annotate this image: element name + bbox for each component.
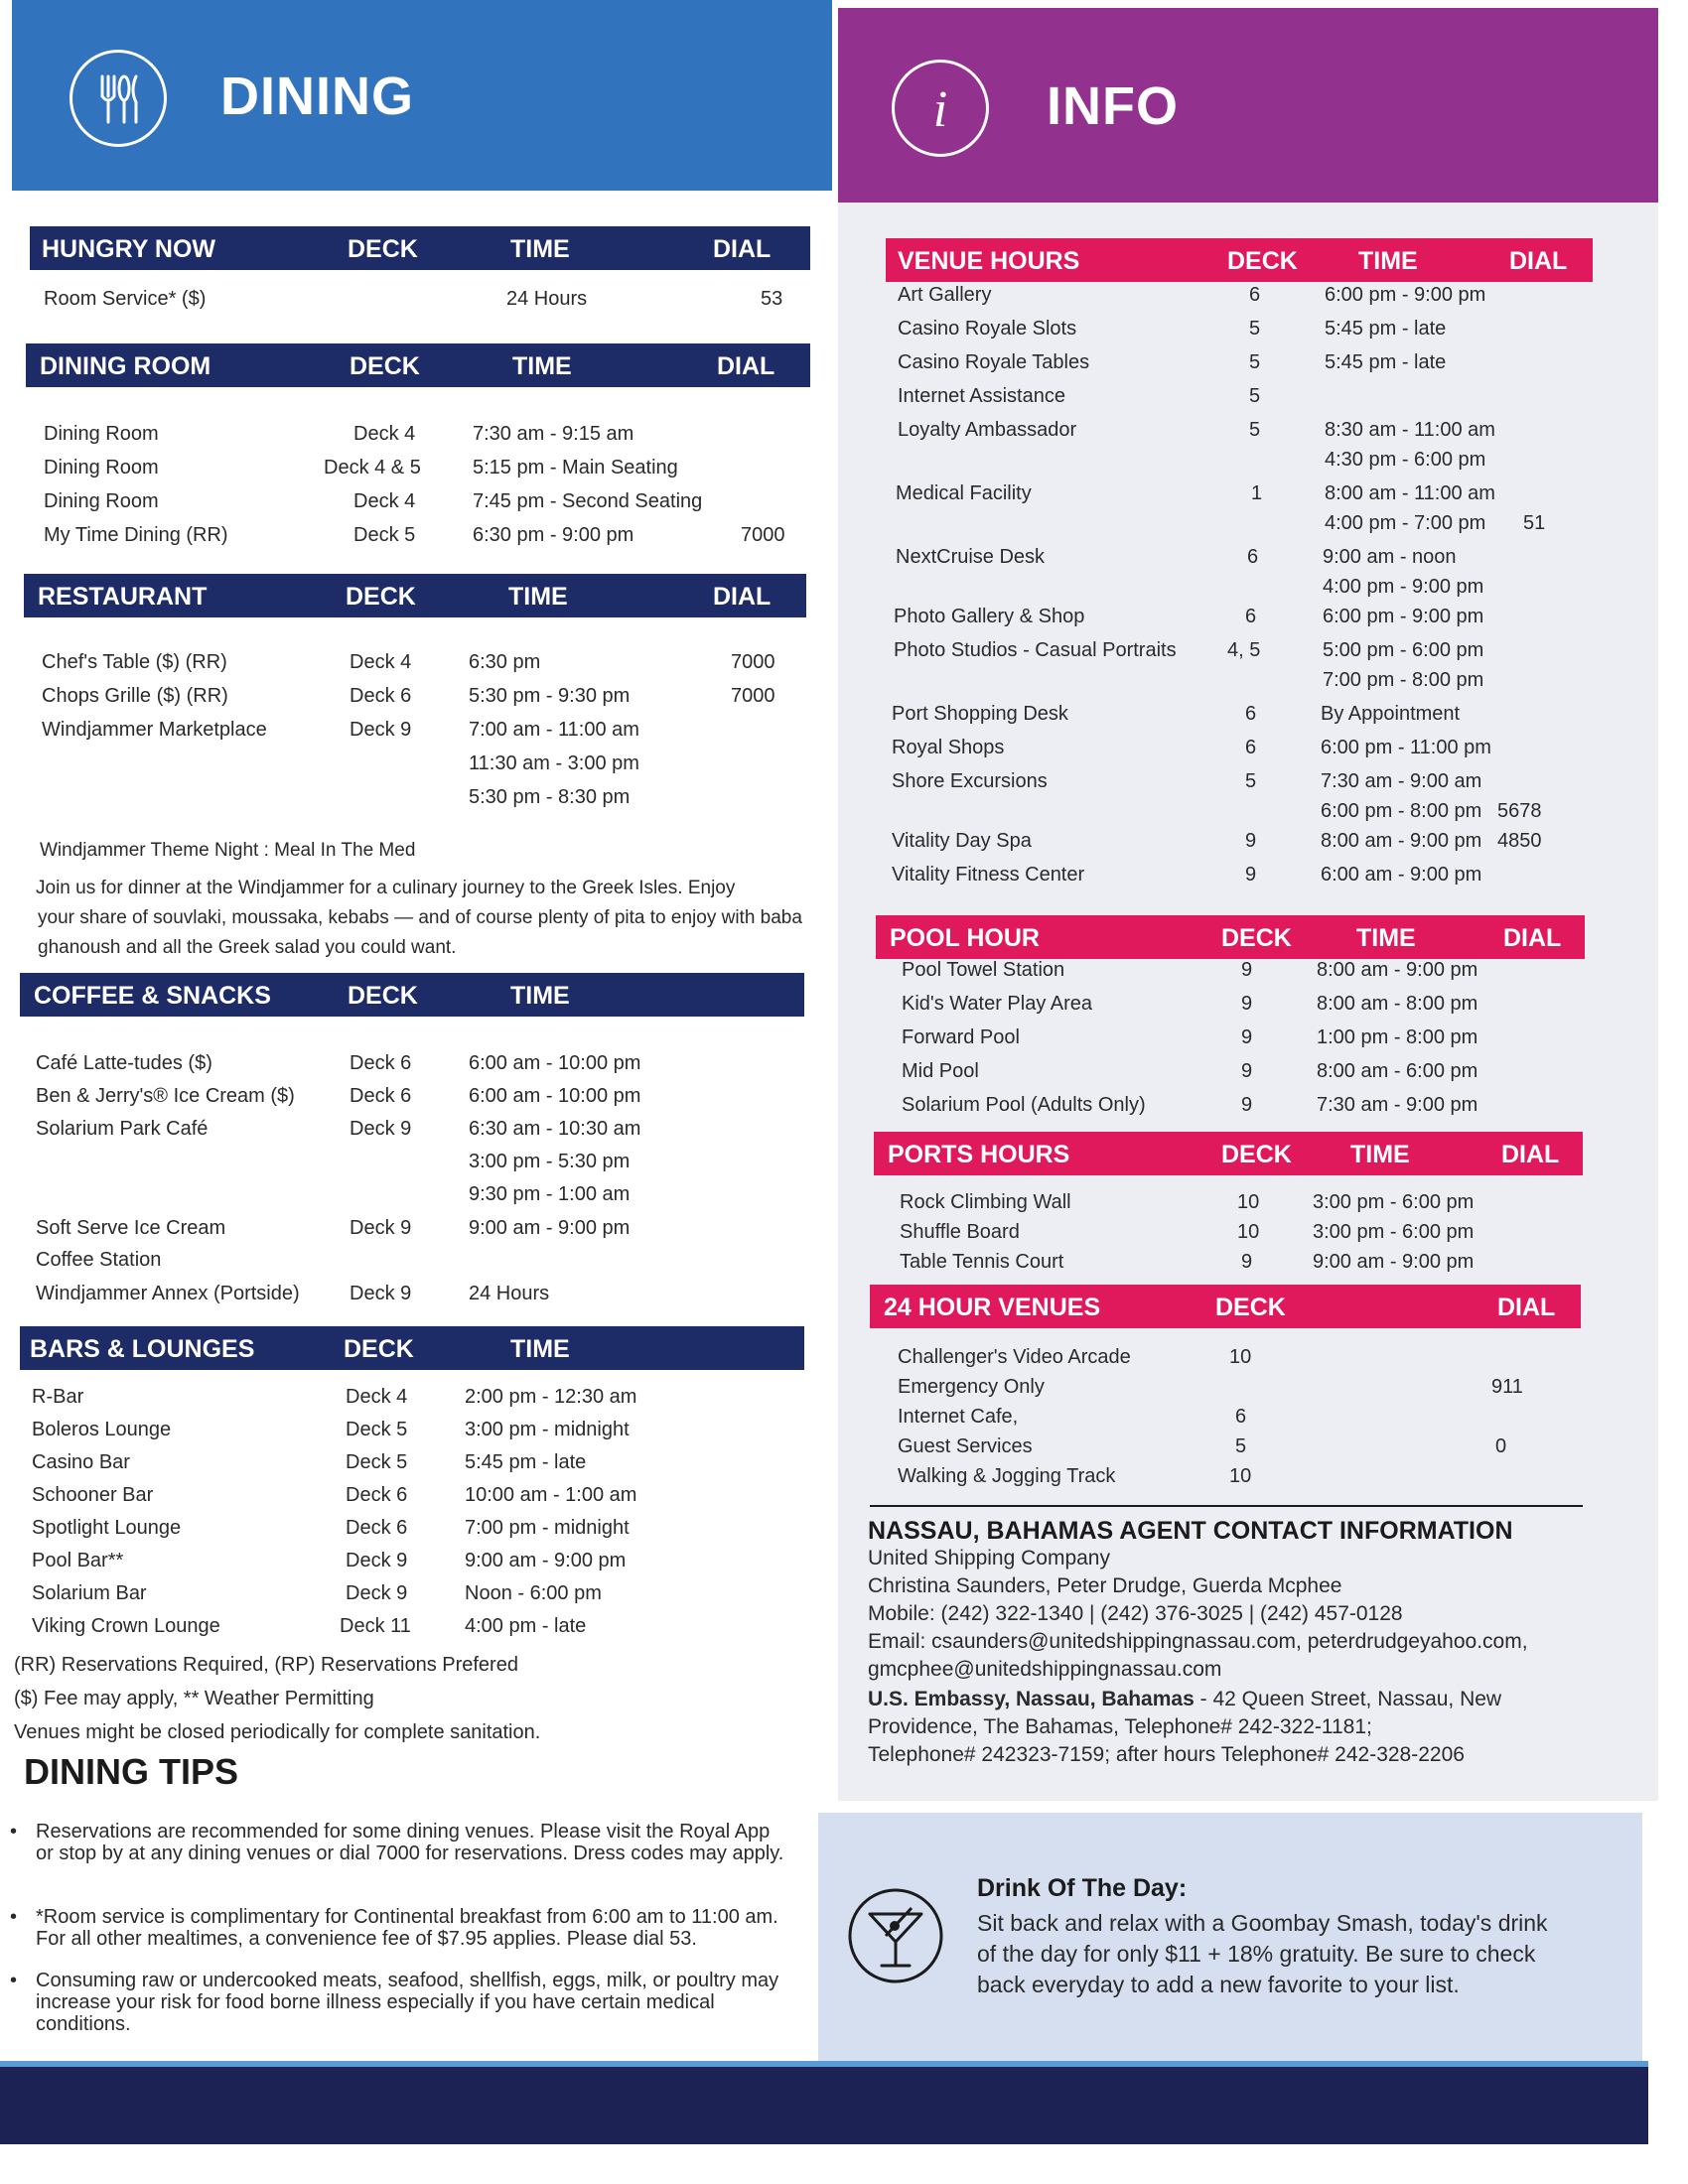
coffee-snacks-header — [20, 973, 804, 1017]
col-dial: DIAL — [1509, 247, 1568, 275]
agent-company: United Shipping Company — [868, 1547, 1110, 1570]
theme-night-text: your share of souvlaki, moussaka, kebabs — and of course plenty of pita to enjoy with baba — [38, 907, 802, 928]
venue-dial: 53 — [761, 288, 783, 310]
footer-bar — [0, 2061, 1648, 2144]
venue-time: 24 Hours — [506, 288, 588, 310]
agent-email: gmcphee@unitedshippingnassau.com — [868, 1658, 1222, 1681]
col-venue: RESTAURANT — [38, 583, 208, 611]
col-deck: DECK — [1221, 924, 1292, 952]
col-deck: DECK — [1215, 1294, 1286, 1321]
bars-lounges-header — [20, 1326, 804, 1370]
col-venue: HUNGRY NOW — [42, 235, 215, 263]
time-line: 4:00 pm - 9:00 pm — [1323, 576, 1484, 598]
time-line: 4:30 pm - 6:00 pm — [1325, 449, 1486, 471]
agent-names: Christina Saunders, Peter Drudge, Guerda Mcphee — [868, 1574, 1342, 1597]
drink-title: Drink Of The Day: — [977, 1874, 1188, 1902]
dining-tips-title: DINING TIPS — [24, 1751, 239, 1792]
theme-night-text: ghanoush and all the Greek salad you could want. — [38, 937, 457, 958]
fork-knife-icon — [70, 50, 167, 147]
ports-hours-header — [874, 1132, 1583, 1175]
col-dial: DIAL — [1501, 1141, 1560, 1168]
agent-email: Email: csaunders@unitedshippingnassau.com, peterdrudgeyahoo.com, — [868, 1630, 1528, 1653]
col-time: TIME — [510, 982, 570, 1010]
hungry-now-header — [30, 226, 810, 270]
col-deck: DECK — [348, 982, 418, 1010]
theme-night-text: Join us for dinner at the Windjammer for a culinary journey to the Greek Isles. Enjoy — [36, 878, 736, 898]
col-deck: DECK — [344, 1335, 414, 1363]
dining-header — [12, 0, 832, 191]
tip-item: • *Room service is complimentary for Continental breakfast from 6:00 am to 11:00 am. For all other mealtimes, a convenience fee of $7.95 applies. Please dial 53. — [10, 1906, 778, 1950]
dining-room-header — [26, 343, 810, 387]
tip-item: • Consuming raw or undercooked meats, seafood, shellfish, eggs, milk, or poultry may increase your risk for food borne illness especially if you have certain medical conditions. — [10, 1970, 779, 2035]
info-icon — [892, 60, 989, 157]
time-line: 11:30 am - 3:00 pm — [469, 752, 639, 774]
col-deck: DECK — [1227, 247, 1298, 275]
legend-note: ($) Fee may apply, ** Weather Permitting — [14, 1688, 374, 1709]
col-deck: DECK — [348, 235, 418, 263]
divider — [870, 1505, 1583, 1507]
col-time: TIME — [1358, 247, 1418, 275]
col-time: TIME — [1356, 924, 1416, 952]
col-venue: VENUE HOURS — [898, 247, 1080, 275]
col-deck: DECK — [1221, 1141, 1292, 1168]
info-header — [838, 8, 1658, 203]
col-deck: DECK — [350, 352, 420, 380]
col-venue: DINING ROOM — [40, 352, 211, 380]
venue-name: Room Service* ($) — [44, 288, 207, 310]
time-line: 5:30 pm - 8:30 pm — [469, 786, 631, 808]
col-venue: POOL HOUR — [890, 924, 1040, 952]
col-deck: DECK — [346, 583, 416, 611]
venues-24h-header — [870, 1285, 1581, 1328]
venue-hours-header — [886, 238, 1593, 282]
col-venue: PORTS HOURS — [888, 1141, 1070, 1168]
drink-text: Sit back and relax with a Goombay Smash, today's drink of the day for only $11 + 18% gratuity. Be sure to check back everyday to add a new favorite to your list. — [977, 1910, 1548, 1997]
col-time: TIME — [510, 235, 570, 263]
col-time: TIME — [508, 583, 568, 611]
embassy-line: U.S. Embassy, Nassau, Bahamas - 42 Queen Street, Nassau, New — [868, 1688, 1502, 1710]
time-line: 9:30 pm - 1:00 am — [469, 1183, 631, 1205]
col-venue: COFFEE & SNACKS — [34, 982, 271, 1010]
legend-note: Venues might be closed periodically for complete sanitation. — [14, 1721, 541, 1743]
col-dial: DIAL — [717, 352, 775, 380]
col-dial: DIAL — [1497, 1294, 1556, 1321]
embassy-line: Providence, The Bahamas, Telephone# 242-322-1181; — [868, 1715, 1372, 1738]
col-venue: BARS & LOUNGES — [30, 1335, 255, 1363]
col-time: TIME — [510, 1335, 570, 1363]
theme-night-title: Windjammer Theme Night : Meal In The Med — [40, 840, 416, 861]
pool-hour-header — [876, 915, 1585, 959]
dining-title: DINING — [220, 67, 414, 126]
cocktail-icon — [846, 1886, 945, 1985]
embassy-line: Telephone# 242323-7159; after hours Telephone# 242-328-2206 — [868, 1743, 1465, 1766]
agent-title: NASSAU, BAHAMAS AGENT CONTACT INFORMATION — [868, 1517, 1513, 1545]
tip-item: • Reservations are recommended for some dining venues. Please visit the Royal App or stop by at any dining venues or dial 7000 for reservations. Dress codes may apply. — [10, 1821, 784, 1864]
info-title: INFO — [1047, 76, 1179, 136]
time-line: 7:00 pm - 8:00 pm — [1323, 669, 1484, 691]
col-dial: DIAL — [1503, 924, 1562, 952]
col-venue: 24 HOUR VENUES — [884, 1294, 1101, 1321]
col-time: TIME — [512, 352, 572, 380]
col-dial: DIAL — [713, 583, 772, 611]
col-dial: DIAL — [713, 235, 772, 263]
svg-text:i: i — [932, 81, 948, 138]
legend-note: (RR) Reservations Required, (RP) Reservations Prefered — [14, 1654, 518, 1676]
time-line: 3:00 pm - 5:30 pm — [469, 1151, 631, 1172]
col-time: TIME — [1350, 1141, 1410, 1168]
agent-mobile: Mobile: (242) 322-1340 | (242) 376-3025 | (242) 457-0128 — [868, 1602, 1403, 1625]
restaurant-header — [24, 574, 806, 617]
